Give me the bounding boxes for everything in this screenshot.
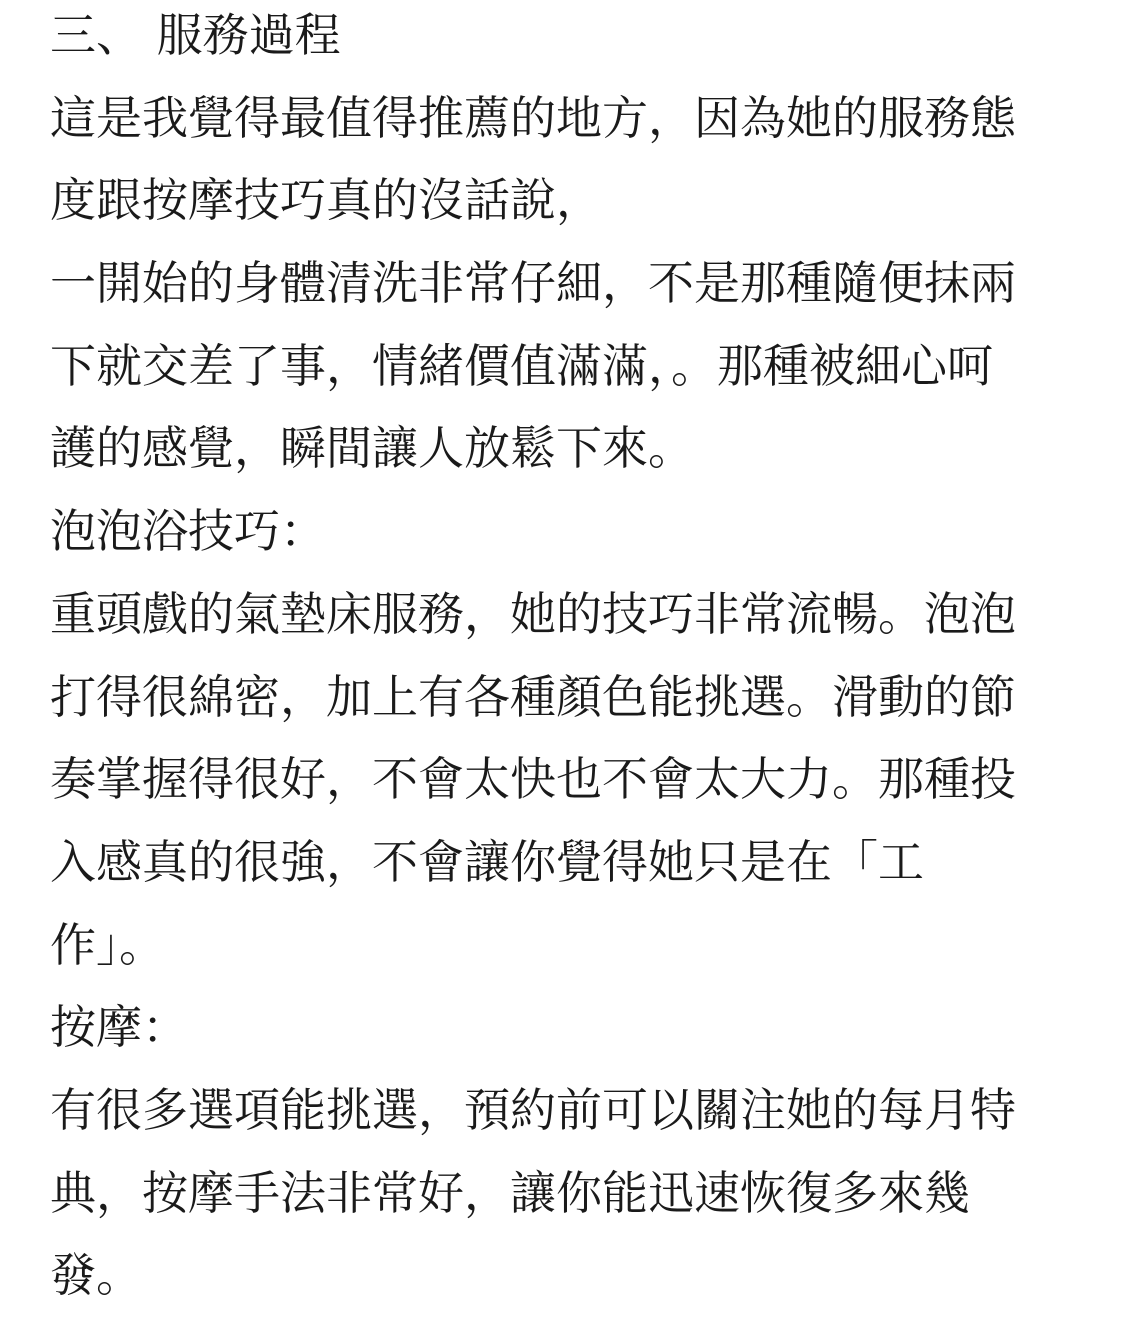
section-heading: 三、 服務過程 (50, 8, 341, 62)
document-body (50, 0, 1070, 1317)
text-line: 入感真的很強，不會讓你覺得她只是在「工 (50, 834, 924, 889)
text-line: 有很多選項能挑選，預約前可以關注她的每月特 (50, 1082, 1016, 1137)
text-line: 發。 (50, 1248, 142, 1303)
subheading-massage: 按摩： (50, 1000, 188, 1055)
text-line: 典，按摩手法非常好，讓你能迅速恢復多來幾 (50, 1165, 970, 1220)
text-line: 護的感覺，瞬間讓人放鬆下來。 (50, 421, 694, 476)
text-line: 作」。 (50, 917, 165, 972)
subheading-bubble-bath: 泡泡浴技巧： (50, 504, 326, 559)
text-line: 打得很綿密，加上有各種顏色能挑選。滑動的節 (50, 669, 1016, 724)
text-line: 奏掌握得很好，不會太快也不會太大力。那種投 (50, 752, 1016, 807)
text-line: 重頭戲的氣墊床服務，她的技巧非常流暢。泡泡 (50, 586, 1016, 641)
text-line: 這是我覺得最值得推薦的地方，因為她的服務態 (50, 90, 1016, 145)
text-line: 下就交差了事，情緒價值滿滿，。那種被細心呵 (50, 338, 993, 393)
text-line: 一開始的身體清洗非常仔細，不是那種隨便抹兩 (50, 256, 1016, 311)
text-line: 度跟按摩技巧真的沒話說， (50, 173, 602, 228)
